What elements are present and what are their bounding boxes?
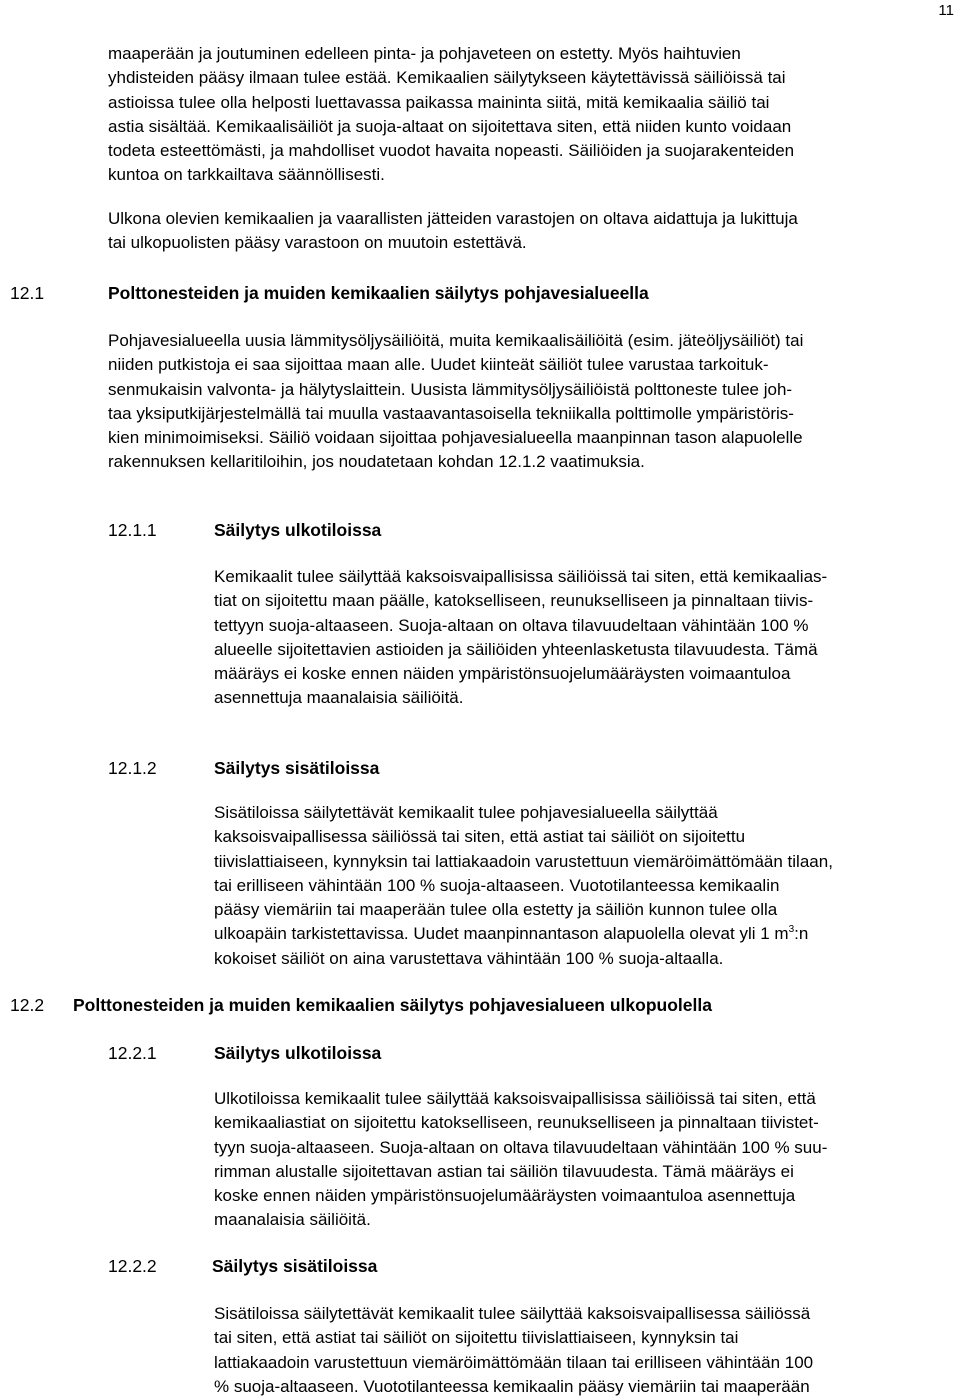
intro-paragraph-1 — [108, 42, 958, 188]
text-line: astia sisältää. Kemikaalisäiliöt ja suoja-altaat on sijoitettava siten, että niiden kunto voidaan — [108, 116, 792, 136]
text-line: niiden putkistoja ei saa sijoittaa maan alle. Uudet kiinteät säiliöt tulee varustaa tarkoituk- — [108, 355, 769, 375]
text-line: yhdisteiden pääsy ilmaan tulee estää. Kemikaalien säilytykseen käytettävissä säiliöissä tai — [108, 68, 786, 88]
superscript: 3 — [788, 924, 795, 936]
section-number-12-1: 12.1 — [10, 283, 45, 303]
text-line: taa yksiputkijärjestelmällä tai muulla vastaavantasoisella tekniikalla polttimolle ympäristöris- — [108, 403, 794, 423]
section-number-12-1-1: 12.1.1 — [108, 520, 157, 540]
text-line: Sisätiloissa säilytettävät kemikaalit tulee pohjavesialueella säilyttää — [214, 803, 718, 822]
section-heading-12-1: Polttonesteiden ja muiden kemikaalien säilytys pohjavesialueella — [108, 283, 649, 303]
text-line: kemikaaliastiat on sijoitettu katokselliseen, reunukselliseen ja pinnaltaan tiivistet- — [214, 1113, 819, 1133]
text-line: asennettuja maanalaisia säiliöitä. — [214, 688, 464, 708]
text-line: koske ennen näiden ympäristönsuojelumääräysten voimaantuloa asennettuja — [214, 1186, 796, 1206]
text-line: maaperään ja joutuminen edelleen pinta- ja pohjaveteen on estetty. Myös haihtuvien — [108, 44, 741, 63]
text-line: pääsy viemäriin tai maaperään tulee olla estetty ja säiliön kunnon tulee olla — [214, 900, 778, 920]
section-heading-12-1-1: Säilytys ulkotiloissa — [214, 520, 382, 540]
intro-paragraph-2 — [108, 207, 958, 256]
text-line: tiivislattiaiseen, kynnyksin tai lattiakaadoin varustettuun viemäröimättömään tilaan, — [214, 851, 833, 871]
page-number: 11 — [938, 2, 954, 19]
section-heading-12-2-2: Säilytys sisätiloissa — [212, 1256, 378, 1276]
text-line: alueelle sijoitettavien astioiden ja säiliöiden yhteenlasketusta tilavuudesta. Tämä — [214, 639, 818, 659]
section-12-1-1-body — [214, 565, 960, 711]
text-line: tai ulkopuolisten pääsy varastoon on muutoin estettävä. — [108, 233, 527, 253]
section-12-2-2-body — [214, 1302, 960, 1399]
text-line: määräys ei koske ennen näiden ympäristönsuojelumääräysten voimaantuloa — [214, 664, 791, 684]
text-line: % suoja-altaaseen. Vuototilanteessa kemikaalin pääsy viemäriin tai maaperään — [214, 1376, 810, 1396]
section-number-12-2: 12.2 — [10, 995, 45, 1015]
section-number-12-2-1: 12.2.1 — [108, 1043, 157, 1063]
text-line: tettyyn suoja-altaaseen. Suoja-altaan on oltava tilavuudeltaan vähintään 100 % — [214, 615, 809, 635]
text-segment: :n — [794, 924, 809, 944]
text-line-with-superscript — [214, 922, 960, 946]
text-line: tyyn suoja-altaaseen. Suoja-altaan on oltava tilavuudeltaan vähintään 100 % suu- — [214, 1137, 828, 1157]
text-line: Ulkotiloissa kemikaalit tulee säilyttää kaksoisvaipallisissa säiliöissä tai siten, että — [214, 1089, 816, 1108]
text-line: astioissa tulee olla helposti luettavassa paikassa maininta siitä, mitä kemikaalia säiliö tai — [108, 92, 770, 112]
section-heading-12-1-2: Säilytys sisätiloissa — [214, 758, 380, 778]
text-line: kokoiset säiliöt on aina varustettava vähintään 100 % suoja-altaalla. — [214, 948, 724, 968]
text-line: todeta esteettömästi, ja mahdolliset vuodot havaita nopeasti. Säiliöiden ja suojarakenteiden — [108, 141, 795, 161]
text-segment: ulkoapäin tarkistettavissa. Uudet maanpinnantason alapuolella olevat yli 1 m — [214, 924, 789, 944]
section-12-1-body — [108, 329, 958, 475]
section-12-2-1-body — [214, 1087, 960, 1233]
section-heading-12-2: Polttonesteiden ja muiden kemikaalien säilytys pohjavesialueen ulkopuolella — [73, 995, 712, 1015]
section-heading-12-2-1: Säilytys ulkotiloissa — [214, 1043, 382, 1063]
text-line: rakennuksen kellaritiloihin, jos noudatetaan kohdan 12.1.2 vaatimuksia. — [108, 452, 645, 472]
text-line: Kemikaalit tulee säilyttää kaksoisvaipallisissa säiliöissä tai siten, että kemikaalias- — [214, 567, 828, 586]
section-12-1-2-body — [214, 801, 960, 971]
text-line: senmukaisin valvonta- ja hälytyslaittein. Uusista lämmitysöljysäiliöistä polttoneste tulee joh- — [108, 379, 793, 399]
text-line: lattiakaadoin varustettuun viemäröimättömään tilaan tai erilliseen vähintään 100 — [214, 1352, 814, 1372]
text-line: tai siten, että astiat tai säiliöt on sijoitettu tiivislattiaiseen, kynnyksin tai — [214, 1328, 739, 1348]
text-line: Ulkona olevien kemikaalien ja vaarallisten jätteiden varastojen on oltava aidattuja ja lukittuja — [108, 209, 798, 228]
text-line: Pohjavesialueella uusia lämmitysöljysäiliöitä, muita kemikaalisäiliöitä (esim. jäteöljysäiliöt) tai — [108, 331, 804, 350]
section-number-12-1-2: 12.1.2 — [108, 758, 157, 778]
text-line: kuntoa on tarkkailtava säännöllisesti. — [108, 165, 385, 185]
text-line: kaksoisvaipallisessa säiliössä tai siten, että astiat tai säiliöt on sijoitettu — [214, 827, 746, 847]
text-line: rimman alustalle sijoitettavan astian tai säiliön tilavuudesta. Tämä määräys ei — [214, 1161, 794, 1181]
text-line: maanalaisia säiliöitä. — [214, 1210, 371, 1230]
text-line: kien minimoimiseksi. Säiliö voidaan sijoittaa pohjavesialueella maanpinnan tason alapuolelle — [108, 428, 803, 448]
text-line: Sisätiloissa säilytettävät kemikaalit tulee säilyttää kaksoisvaipallisessa säiliössä — [214, 1304, 811, 1323]
text-line: tiat on sijoitettu maan päälle, katokselliseen, reunukselliseen ja pinnaltaan tiivis- — [214, 591, 814, 611]
section-number-12-2-2: 12.2.2 — [108, 1256, 157, 1276]
text-line: tai erilliseen vähintään 100 % suoja-altaaseen. Vuototilanteessa kemikaalin — [214, 875, 780, 895]
